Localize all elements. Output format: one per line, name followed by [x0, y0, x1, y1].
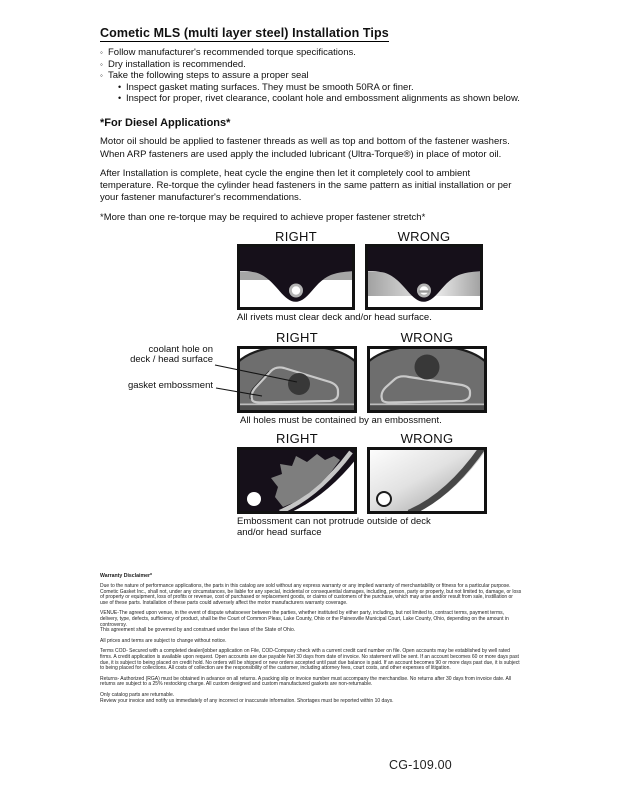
diagram-row2-caption: All holes must be contained by an embossment.: [240, 415, 442, 426]
label-line: gasket embossment: [127, 380, 213, 391]
fine-print-paragraph: Terms COD- Secured with a completed dealer/jobber application on File, COD-Company check with a current credit card number on file. Open accounts may be established by well rated firms. A credit application is available upon request. Open accounts are due payable Net 30 days from date of invoice. No statement will be sent. If an account becomes 60 or more days past due, it is subject to being placed on credit hold. No orders will be shipped or new orders accepted until past due balance is paid. If an account becomes 90 or more days past due, it is subject to being placed for collections. All costs of collection are the responsibility of the customer, including attorney fees, court costs, and other expenses of litigation.: [100, 648, 520, 672]
coolant-hole-label: [108, 345, 213, 365]
list-item: [100, 47, 535, 59]
fine-print-line: Only catalog parts are returnable.: [100, 692, 175, 698]
fine-print-line: This agreement shall be governed by and construed under the laws of the State of Ohio.: [100, 627, 296, 634]
section-heading: *For Diesel Applications*: [100, 117, 231, 129]
filled-bullet-icon: •: [118, 81, 122, 92]
open-bullet-icon: ◦: [100, 59, 103, 69]
list-item-text: Take the following steps to assure a proper seal: [108, 70, 309, 81]
installation-tips-list: [100, 47, 535, 105]
label-line: coolant hole on: [148, 344, 213, 355]
label-line: deck / head surface: [130, 353, 213, 365]
list-item-text: Follow manufacturer's recommended torque specifications.: [108, 47, 356, 58]
fine-print-paragraph: Due to the nature of performance applications, the parts in this catalog are sold without any express warranty or any implied warranty of merchantability or fitness for a particular purpose. Cometic Gasket Inc., shall not, under any circumstances, be liable for any special, incidental or consequential damages, including, person, party or property, but not limited to, damage, or loss of property or equipment, loss of profits or revenue, cost of purchased or replacement goods, or claims of customers of the purchase, which may arise and/or result from sale, instillation or use of these parts. Installation of these parts could adversely affect the motor manufacturers warranty coverage.: [100, 583, 522, 606]
sub-list-item: [100, 82, 535, 94]
diagram-embossment-wrong-panel: [367, 346, 487, 413]
diagram-row1-caption: All rivets must clear deck and/or head surface.: [237, 312, 432, 323]
fine-print-paragraph: All prices and terms are subject to change without notice.: [100, 637, 227, 644]
diagram-protrusion-wrong-panel: [367, 447, 487, 514]
paragraph: Motor oil should be applied to fastener threads as well as top and bottom of the fastener washers. When ARP fasteners are used apply the included lubricant (Ultra-Torque®) in place of motor oil.: [100, 136, 510, 160]
diagram-row3-caption: Embossment can not protrude outside of deck and/or head surface: [237, 516, 431, 538]
paragraph: *More than one re-torque may be required to achieve proper fastener stretch*: [100, 211, 426, 223]
fine-print-paragraph: [100, 611, 522, 633]
list-item-text: Inspect for proper, rivet clearance, coolant hole and embossment alignments as shown below.: [126, 93, 520, 104]
sub-list-item: [100, 93, 535, 105]
warranty-disclaimer: [100, 574, 522, 709]
diagram-row1-wrong-label: WRONG: [397, 229, 451, 244]
page-code: CG-109.00: [389, 758, 452, 772]
diagram-rivet-wrong-panel: [365, 244, 483, 310]
diagram-embossment-right-panel: [237, 346, 357, 413]
fine-print-heading: Warranty Disclaimer*: [100, 573, 152, 579]
diagram-row1-right-label: RIGHT: [275, 229, 317, 244]
diesel-applications-section: [100, 117, 520, 224]
paragraph: After Installation is complete, heat cycle the engine then let it completely cool to ambient temperature. Re-torque the cylinder head fasteners in the same pattern as initial installation or per your fastener manufacturer's recommendations.: [100, 167, 512, 204]
open-bullet-icon: ◦: [100, 71, 103, 80]
diagram-row2-right-label: RIGHT: [276, 330, 318, 345]
list-item-text: Dry installation is recommended.: [108, 58, 246, 70]
fine-print-line: VENUE-The agreed upon venue, in the event of dispute whatsoever between the parties, whether instituted by either party, including, but not limited to, contract terms, payment terms, delivery, type, defects, sufficiency of product, shall be the Court of Common Pleas, Lake County, Ohio or the Painesville Municipal Court, Lake County, Ohio, depending on the amount in controversy.: [100, 610, 509, 628]
diagram-row3-wrong-label: WRONG: [400, 431, 454, 446]
filled-bullet-icon: •: [118, 93, 122, 103]
fine-print-paragraph: Returns- Authorized (RGA) must be obtained in advance on all returns. A packing slip or invoice number must accompany the merchandise. No returns after 30 days from invoice date. All returns are subject to a 25% restocking charge. All custom designed and custom manufactured gaskets are non-returnable.: [100, 675, 512, 688]
fine-print-paragraph: [100, 693, 522, 704]
list-item-text: Inspect gasket mating surfaces. They must be smooth 50RA or finer.: [126, 81, 414, 93]
diagram-row3-right-label: RIGHT: [276, 431, 318, 446]
fine-print-line: Review your invoice and notify us immediately of any incorrect or inaccurate information. Shortages must be reported within 10 days.: [100, 697, 394, 704]
list-item: [100, 70, 535, 82]
diagram-row2-wrong-label: WRONG: [400, 330, 454, 345]
gasket-embossment-label: [108, 381, 213, 391]
diagram-protrusion-right-panel: [237, 447, 357, 514]
page-title: Cometic MLS (multi layer steel) Installation Tips: [100, 26, 389, 40]
open-bullet-icon: ◦: [100, 48, 103, 57]
diagram-rivet-right-panel: [237, 244, 355, 310]
list-item: [100, 59, 535, 71]
